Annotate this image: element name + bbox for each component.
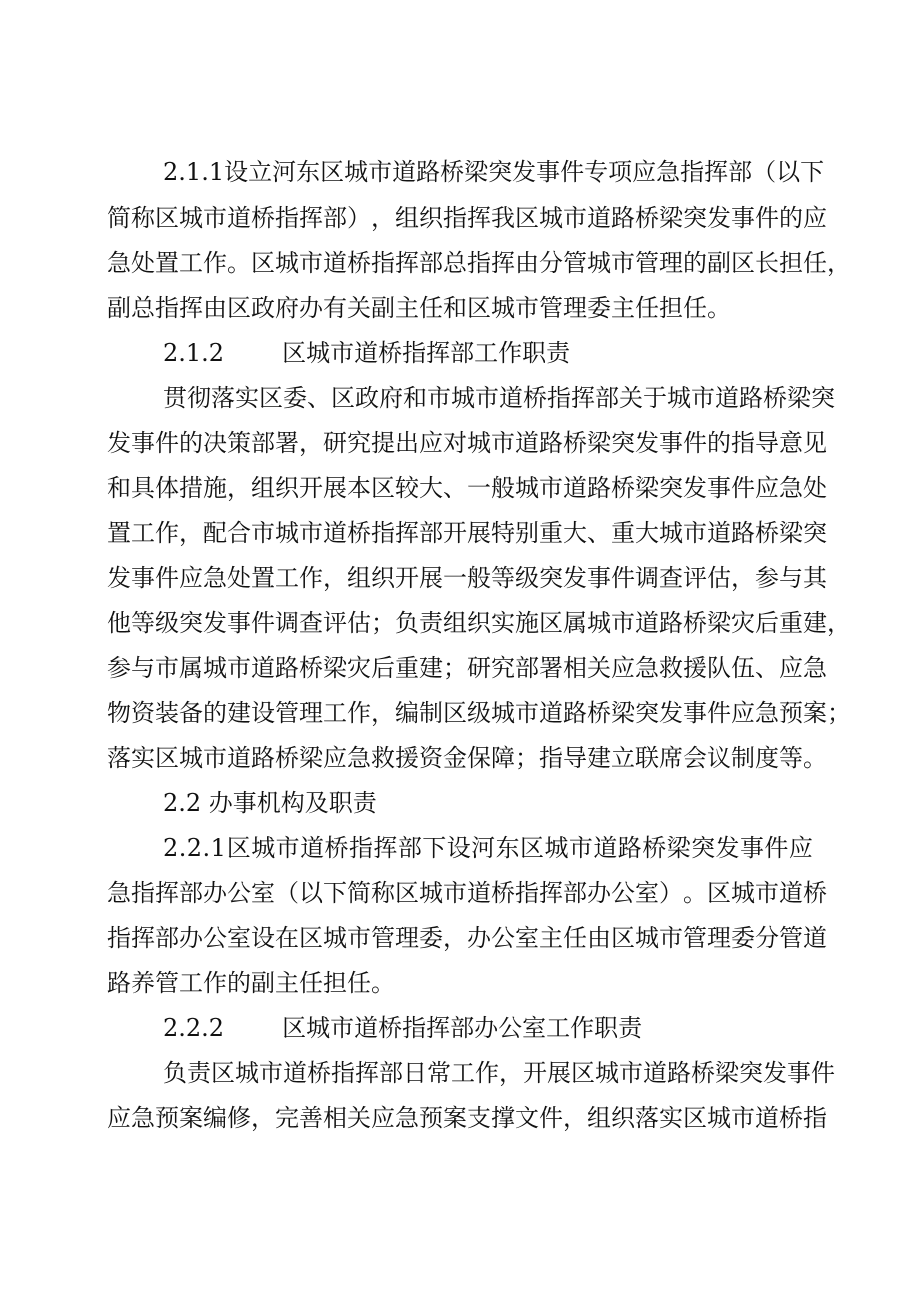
paragraph-line: 应 急 预 案 编 修 ， 完 善 相 关 应 急 预 案 支 撑 文 件 ， 组 织 落 实 区 城 市 道 桥 指 — [107, 1104, 827, 1132]
paragraph-line: 急 指 挥 部 办 公 室 （ 以 下 简 称 区 城 市 道 桥 指 挥 部 办 公 室 ） 。 区 城 市 道 桥 — [107, 879, 827, 907]
heading-title: 区城市道桥指挥部办公室工作职责 — [282, 1014, 643, 1042]
paragraph-line: 发 事 件 应 急 处 置 工 作 ， 组 织 开 展 一 般 等 级 突 发 事 件 调 查 评 估 ， 参 与 其 — [107, 564, 827, 592]
paragraph-line: 2 . 2 . 1 区 城 市 道 桥 指 挥 部 下 设 河 东 区 城 市 道 路 桥 梁 突 发 事 件 应 — [163, 834, 813, 862]
heading-number: 2.1.2 — [163, 339, 225, 367]
paragraph-line: 参 与 市 属 城 市 道 路 桥 梁 灾 后 重 建 ； 研 究 部 署 相 关 应 急 救 援 队 伍 、 应 急 — [107, 654, 827, 682]
section-heading — [163, 338, 570, 368]
paragraph-line: 和 具 体 措 施 ， 组 织 开 展 本 区 较 大 、 一 般 城 市 道 路 桥 梁 突 发 事 件 应 急 处 — [107, 474, 827, 502]
paragraph-line: 发 事 件 的 决 策 部 署 ， 研 究 提 出 应 对 城 市 道 路 桥 梁 突 发 事 件 的 指 导 意 见 — [107, 429, 827, 457]
paragraph-line: 贯 彻 落 实 区 委 、 区 政 府 和 市 城 市 道 桥 指 挥 部 关 于 城 市 道 路 桥 梁 突 — [163, 384, 835, 412]
paragraph-line: 物 资 装 备 的 建 设 管 理 工 作 ， 编 制 区 级 城 市 道 路 桥 梁 突 发 事 件 应 急 预 案 ； — [107, 699, 851, 727]
heading-number: 2.2.2 — [163, 1014, 225, 1042]
paragraph-line: 路养管工作的副主任担任。 — [107, 969, 395, 997]
section-heading: 2.2 办事机构及职责 — [163, 789, 377, 817]
paragraph-line: 指 挥 部 办 公 室 设 在 区 城 市 管 理 委 ， 办 公 室 主 任 由 区 城 市 管 理 委 分 管 道 — [107, 924, 827, 952]
section-heading — [163, 1013, 642, 1043]
paragraph-line: 他 等 级 突 发 事 件 调 查 评 估 ； 负 责 组 织 实 施 区 属 城 市 道 路 桥 梁 灾 后 重 建 ， — [107, 609, 851, 637]
paragraph-line: 负 责 区 城 市 道 桥 指 挥 部 日 常 工 作 ， 开 展 区 城 市 道 路 桥 梁 突 发 事 件 — [163, 1059, 835, 1087]
paragraph-line: 副总指挥由区政府办有关副主任和区城市管理委主任担任。 — [107, 294, 731, 322]
paragraph-line: 落 实 区 城 市 道 路 桥 梁 应 急 救 援 资 金 保 障 ； 指 导 建 立 联 席 会 议 制 度 等 。 — [107, 744, 827, 772]
heading-title: 区城市道桥指挥部工作职责 — [282, 339, 571, 367]
paragraph-line: 急 处 置 工 作 。 区 城 市 道 桥 指 挥 部 总 指 挥 由 分 管 城 市 管 理 的 副 区 长 担 任 ， — [107, 249, 851, 277]
paragraph-line: 简 称 区 城 市 道 桥 指 挥 部 ） ， 组 织 指 挥 我 区 城 市 道 路 桥 梁 突 发 事 件 的 应 — [107, 204, 827, 232]
paragraph-line: 2 . 1 . 1 设 立 河 东 区 城 市 道 路 桥 梁 突 发 事 件 专 项 应 急 指 挥 部 （ 以 下 — [163, 158, 825, 186]
paragraph-line: 置 工 作 ， 配 合 市 城 市 道 桥 指 挥 部 开 展 特 别 重 大 、 重 大 城 市 道 路 桥 梁 突 — [107, 519, 827, 547]
